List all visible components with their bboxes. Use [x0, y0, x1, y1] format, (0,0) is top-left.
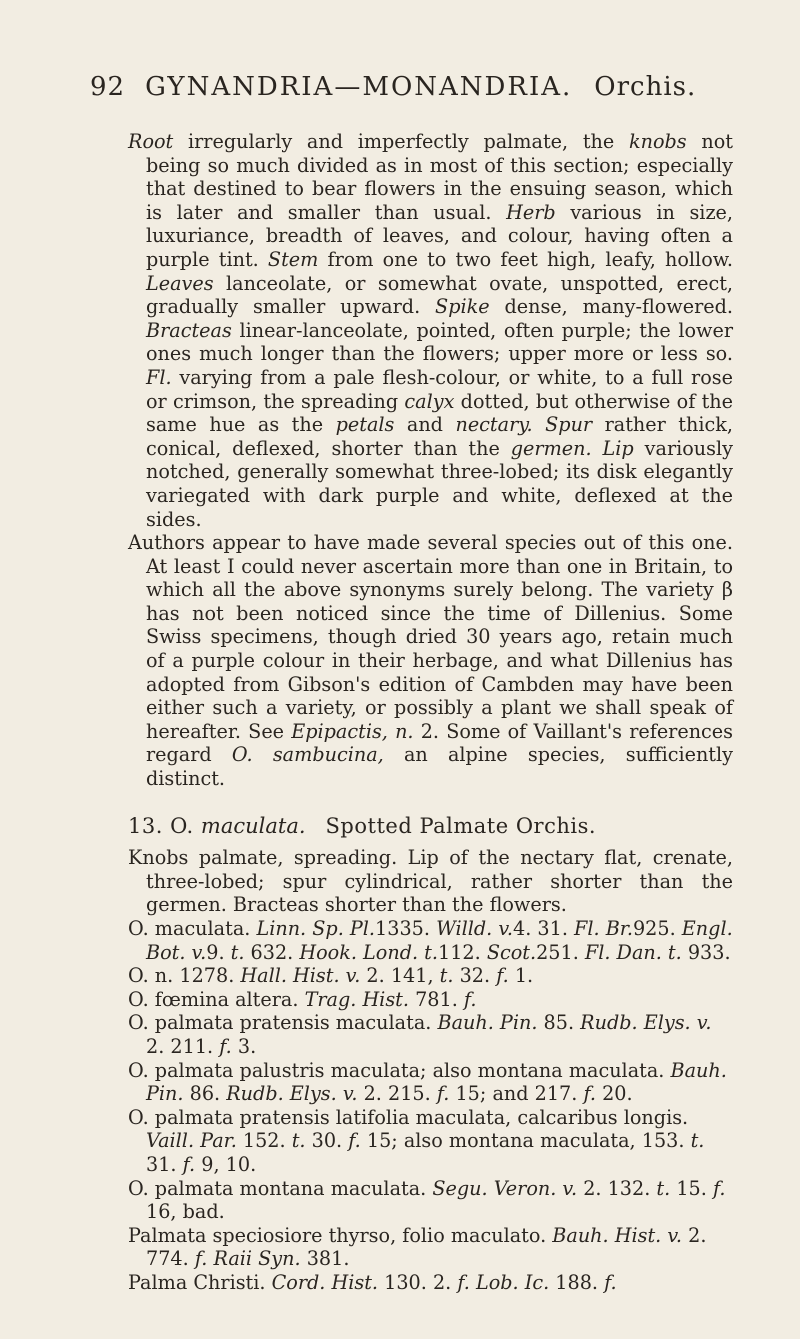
- page-title: GYNANDRIA—MONANDRIA.: [145, 72, 573, 102]
- synonym-entry: Palmata speciosiore thyrso, folio maculato. Bauh. Hist. v. 2. 774. f. Raii Syn. 381.: [128, 1223, 707, 1271]
- page-number: 92: [90, 72, 126, 102]
- synonym-entry: O. palmata montana maculata. Segu. Veron. v. 2. 132. t. 15. f. 16, bad.: [128, 1176, 726, 1224]
- genus-heading: Orchis.: [594, 72, 697, 102]
- description-paragraph: Root irregularly and imperfectly palmate, the knobs not being so much divided as in most of this section; especially that destined to bear flowers in the ensuing season, which is later and smaller than usual. Herb various in size, luxuriance, breadth of leaves, and colour, having often a purple tint. Stem from one to two feet high, leafy, hollow. Leaves lanceolate, or somewhat ovate, unspotted, erect, gradually smaller upward. Spike dense, many-flowered. Bracteas linear-lanceolate, pointed, often purple; the lower ones much longer than the flowers; upper more or less so. Fl. varying from a pale flesh-colour, or white, to a full rose or crimson, the spreading calyx dotted, but otherwise of the same hue as the petals and nectary. Spur rather thick, conical, deflexed, shorter than the germen. Lip variously notched, generally somewhat three-lobed; its disk elegantly variegated with dark purple and white, deflexed at the sides.: [128, 130, 734, 531]
- synonym-list: [128, 917, 733, 1295]
- species-heading: 13. O. maculata. Spotted Palmate Orchis.: [128, 813, 597, 838]
- synonym-entry: O. palmata pratensis latifolia maculata, calcaribus longis. Vaill. Par. 152. t. 30. f. 15; also montana maculata, 153. t. 31. f. 9, 10.: [128, 1105, 705, 1176]
- synonym-entry: Palma Christi. Cord. Hist. 130. 2. f. Lob. Ic. 188. f.: [128, 1270, 617, 1294]
- synonym-entry: O. n. 1278. Hall. Hist. v. 2. 141, t. 32. f. 1.: [128, 964, 534, 988]
- diagnosis-paragraph: Knobs palmate, spreading. Lip of the nectary flat, crenate, three-lobed; spur cylindrical, rather shorter than the germen. Bracteas shorter than the flowers.: [128, 846, 733, 917]
- running-header: [90, 72, 710, 102]
- synonym-entry: O. palmata palustris maculata; also montana maculata. Bauh. Pin. 86. Rudb. Elys. v. 2. 215. f. 15; and 217. f. 20.: [128, 1058, 727, 1106]
- synonym-entry: O. maculata. Linn. Sp. Pl.1335. Willd. v.4. 31. Fl. Br.925. Engl. Bot. v.9. t. 632. Hook. Lond. t.112. Scot.251. Fl. Dan. t. 933.: [128, 917, 733, 964]
- body-text: [128, 130, 733, 1295]
- synonym-entry: O. palmata pratensis maculata. Bauh. Pin. 85. Rudb. Elys. v. 2. 211. f. 3.: [128, 1011, 712, 1058]
- synonym-entry: O. fœmina altera. Trag. Hist. 781. f.: [128, 987, 477, 1011]
- remarks-paragraph: Authors appear to have made several species out of this one. At least I could never ascertain more than one in Britain, to which all the above synonyms surely belong. The variety β has not been noticed since the time of Dillenius. Some Swiss specimens, though dried 30 years ago, retain much of a purple colour in their herbage, and what Dillenius has adopted from Gibson's edition of Cambden may have been either such a variety, or possibly a plant we shall speak of hereafter. See Epipactis, n. 2. Some of Vaillant's references regard O. sambucina, an alpine species, sufficiently distinct.: [128, 531, 734, 791]
